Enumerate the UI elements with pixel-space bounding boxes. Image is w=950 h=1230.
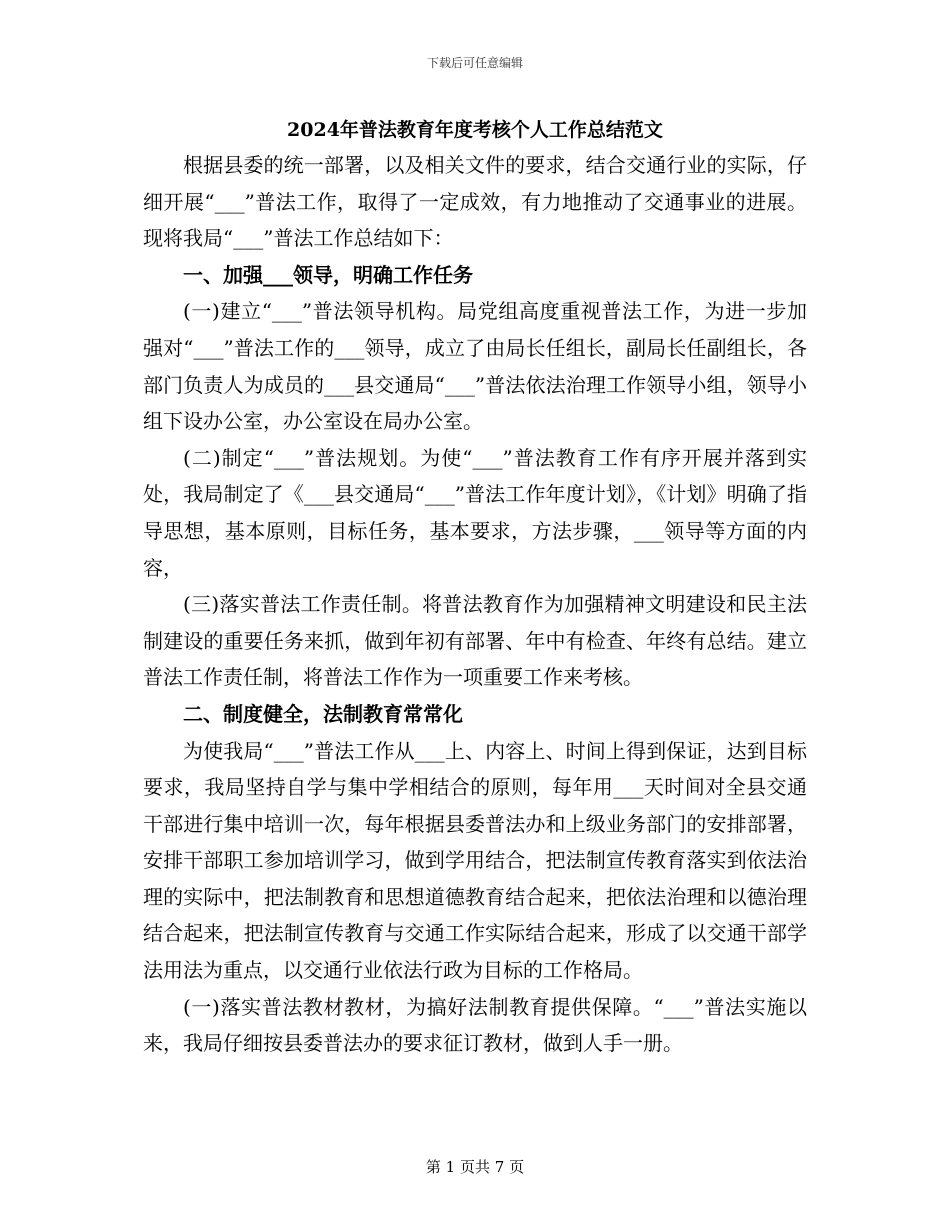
section-heading-2: 二、制度健全，法制教育常常化 [183,701,463,726]
paragraph-1-1: (一)建立“___”普法领导机构。局党组高度重视普法工作，为进一步加强对“___”普法工作的___领导，成立了由局长任组长，副局长任副组长，各部门负责人为成员的___县交通局“___”普法依法治理工作领导小组，领导小组下设办公室，办公室设在局办公室。 [143,299,807,434]
section-heading-1: 一、加强___领导，明确工作任务 [183,262,473,287]
paragraph-1-2: (二)制定“___”普法规划。为使“___”普法教育工作有序开展并落到实处，我局制定了《___县交通局“___”普法工作年度计划》，《计划》明确了指导思想，基本原则，目标任务，基本要求，方法步骤，___领导等方面的内容， [143,445,807,580]
paragraph-2-intro: 为使我局“___”普法工作从___上、内容上、时间上得到保证，达到目标要求，我局坚持自学与集中学相结合的原则，每年用___天时间对全县交通干部进行集中培训一次，每年根据县委普法办和上级业务部门的安排部署，安排干部职工参加培训学习，做到学用结合，把法制宣传教育落实到依法治理的实际中，把法制教育和思想道德教育结合起来，把依法治理和以德治理结合起来，把法制宣传教育与交通工作实际结合起来，形成了以交通干部学法用法为重点，以交通行业依法行政为目标的工作格局。 [143,738,807,983]
document-body [143,147,807,1062]
document-title: 2024年普法教育年度考核个人工作总结范文 [287,119,663,141]
paragraph-2-1: (一)落实普法教材教材，为搞好法制教育提供保障。“___”普法实施以来，我局仔细按县委普法办的要求征订教材，做到人手一册。 [143,994,807,1056]
page-number-footer: 第 1 页共 7 页 [425,1158,525,1176]
paragraph-1-3: (三)落实普法工作责任制。将普法教育作为加强精神文明建设和民主法制建设的重要任务来抓，做到年初有部署、年中有检查、年终有总结。建立普法工作责任制，将普法工作作为一项重要工作来考核。 [143,592,807,690]
paragraph-intro: 根据县委的统一部署，以及相关文件的要求，结合交通行业的实际，仔细开展“___”普法工作，取得了一定成效，有力地推动了交通事业的进展。现将我局“___”普法工作总结如下： [143,153,807,251]
page-header-note: 下载后可任意编辑 [426,56,523,70]
